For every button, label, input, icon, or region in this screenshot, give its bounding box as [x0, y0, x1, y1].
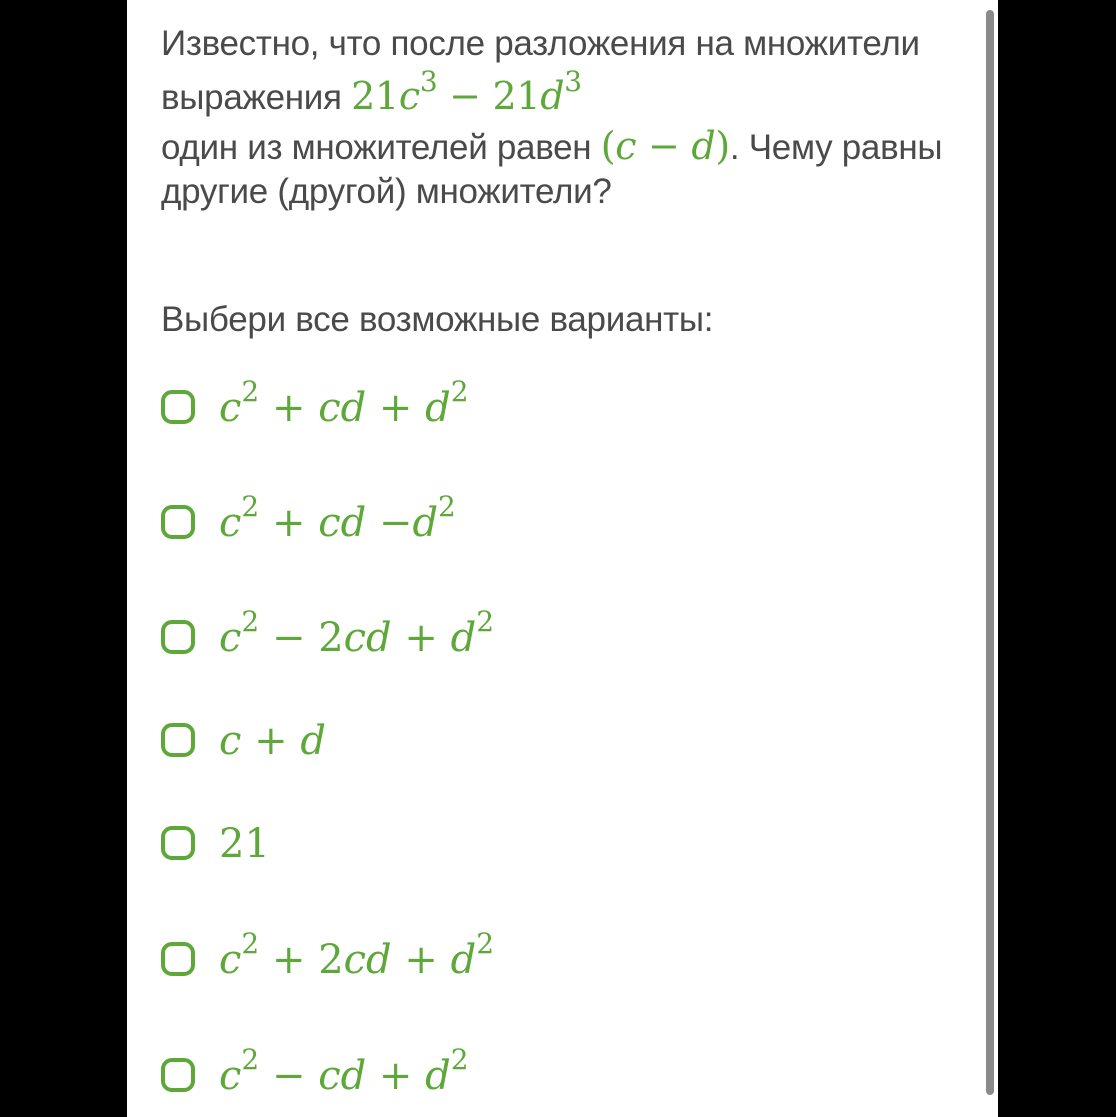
question-line-2-text: выражения	[161, 78, 352, 117]
answer-option-5[interactable]	[161, 816, 761, 876]
factor-math: (c − d)	[600, 124, 730, 168]
checkbox-unchecked-icon[interactable]	[161, 620, 195, 654]
checkbox-unchecked-icon[interactable]	[161, 826, 195, 860]
option-label: $c^2 - 2cd + d^2$	[219, 604, 495, 661]
question-line-3-text: один из множителей равен	[161, 128, 601, 167]
answer-option-2[interactable]	[161, 489, 761, 555]
question-line-4-text: другие (другой) множители?	[161, 172, 612, 211]
checkbox-unchecked-icon[interactable]	[161, 1058, 195, 1092]
question-text	[161, 24, 961, 211]
answer-option-7[interactable]	[161, 1042, 761, 1108]
checkbox-unchecked-icon[interactable]	[161, 942, 195, 976]
option-label: $c^2$ + cd + $d^2$	[219, 374, 469, 431]
answer-option-4[interactable]	[161, 713, 761, 773]
question-line-4	[161, 172, 961, 212]
checkbox-unchecked-icon[interactable]	[161, 390, 195, 424]
expression-math: $21c^3 - 21d^3$	[351, 65, 582, 118]
answer-option-3[interactable]	[161, 604, 761, 670]
question-line-3-suffix: . Чему равны	[729, 128, 943, 167]
option-label: c + d	[219, 718, 326, 764]
answer-option-1[interactable]	[161, 374, 761, 440]
question-line-3	[161, 124, 961, 168]
question-page	[127, 0, 998, 1117]
instruction-prompt: Выбери все возможные варианты:	[161, 300, 714, 339]
answer-option-6[interactable]	[161, 926, 761, 992]
option-label: $c^2$ + cd $-d^2$	[219, 489, 456, 546]
question-line-1	[161, 24, 961, 64]
option-label: $c^2 + 2cd + d^2$	[219, 926, 495, 983]
vertical-scrollbar[interactable]	[986, 10, 994, 1095]
question-line-2	[161, 65, 961, 118]
option-label: $c^2$ − cd + $d^2$	[219, 1042, 469, 1099]
option-label: 21	[219, 821, 270, 867]
checkbox-unchecked-icon[interactable]	[161, 723, 195, 757]
checkbox-unchecked-icon[interactable]	[161, 505, 195, 539]
question-line-1-text: Известно, что после разложения на множители	[161, 24, 920, 63]
